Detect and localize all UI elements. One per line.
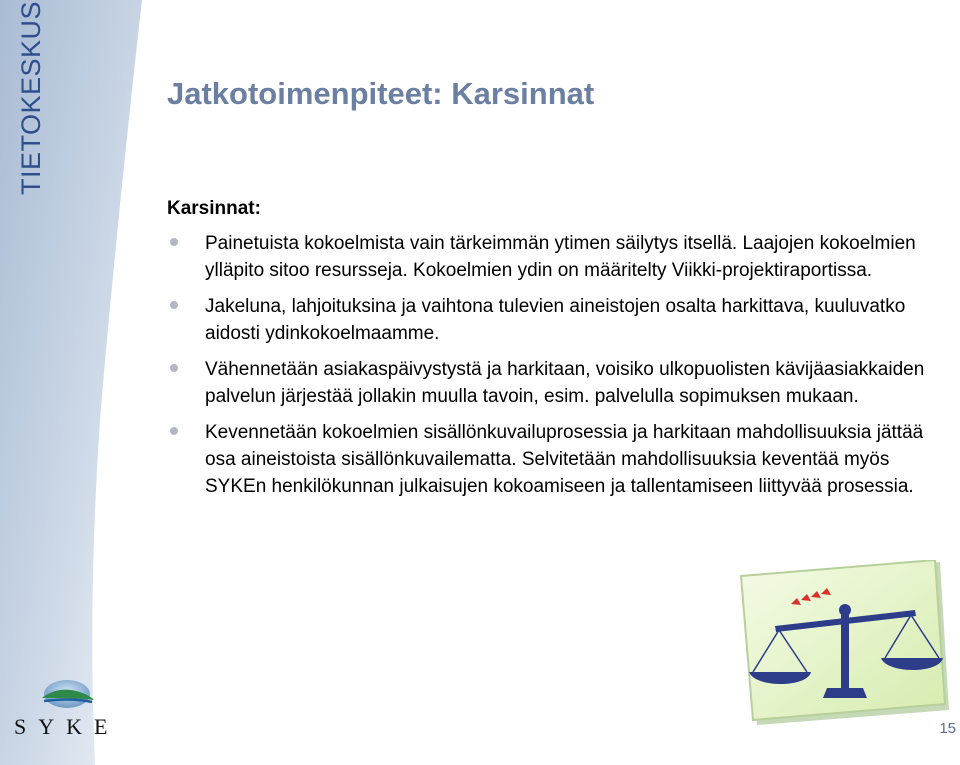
bullet-list xyxy=(167,230,947,500)
bullet-item xyxy=(167,293,947,347)
bullet-item xyxy=(167,356,947,410)
bullet-icon xyxy=(170,427,178,435)
brand-vertical-text: TIETOKESKUS xyxy=(16,0,46,195)
bullet-text: Vähennetään asiakaspäivystystä ja harkitaan, voisiko ulkopuolisten kävijäasiakkaiden palvelun järjestää jollakin muulla tavoin, esim. palvelulla sopimuksen mukaan. xyxy=(205,359,925,407)
bullet-icon xyxy=(170,364,178,372)
bullet-text: Painetuista kokoelmista vain tärkeimmän ytimen säilytys itsellä. Laajojen kokoelmien ylläpito sitoo resursseja. Kokoelmien ydin on määritelty Viikki-projektiraportissa. xyxy=(205,233,916,281)
logo-wordmark: SYKE xyxy=(14,714,120,739)
bullet-item xyxy=(167,419,947,500)
bullet-icon xyxy=(170,301,178,309)
bullet-text: Jakeluna, lahjoituksina ja vaihtona tulevien aineistojen osalta harkittava, kuuluvatko aidosti ydinkokoelmaamme. xyxy=(205,296,906,344)
bullet-text: Kevennetään kokoelmien sisällönkuvailuprosessia ja harkitaan mahdollisuuksia jättää osa aineistoista sisällönkuvailematta. Selvitetään mahdollisuuksia keventää myös SYKEn henkilökunnan julkaisujen kokoamiseen ja tallentamiseen liittyvää prosessia. xyxy=(205,422,924,497)
bullet-icon xyxy=(170,238,178,246)
scales-of-justice-icon xyxy=(735,560,955,728)
section-heading: Karsinnat: xyxy=(167,198,261,219)
slide-content xyxy=(167,198,947,509)
page-number: 15 xyxy=(939,720,956,737)
bullet-item xyxy=(167,230,947,284)
slide-title: Jatkotoimenpiteet: Karsinnat xyxy=(167,76,595,111)
